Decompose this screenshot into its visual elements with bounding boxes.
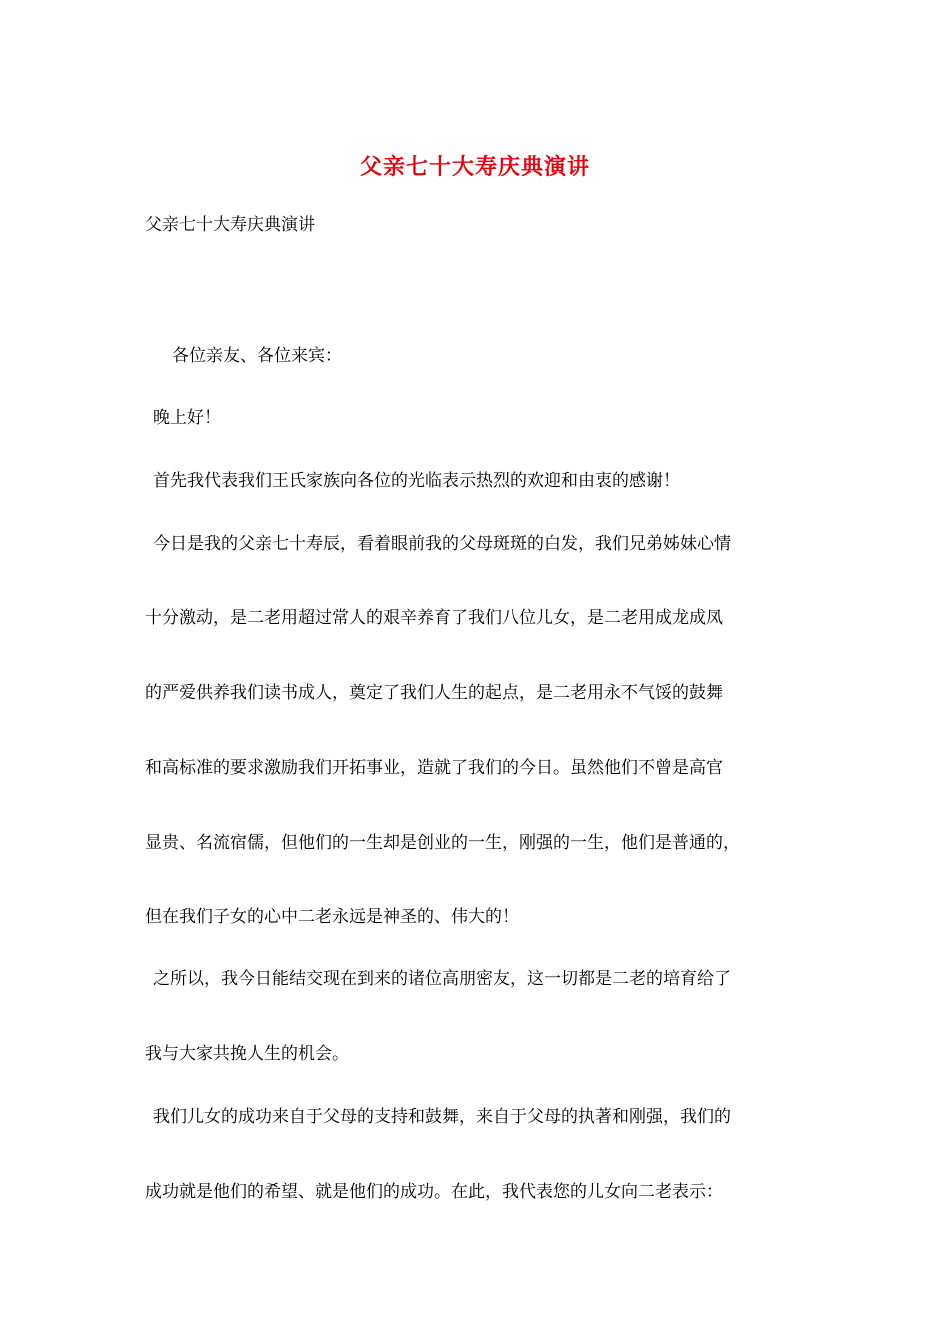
paragraph-line: 和高标准的要求激励我们开拓事业，造就了我们的今日。虽然他们不曾是高官 bbox=[145, 758, 723, 778]
paragraph-line: 我们儿女的成功来自于父母的支持和鼓舞，来自于父母的执著和刚强，我们的 bbox=[153, 1107, 731, 1127]
paragraph-line: 但在我们子女的心中二老永远是神圣的、伟大的！ bbox=[145, 907, 519, 927]
document-subtitle: 父亲七十大寿庆典演讲 bbox=[145, 215, 315, 235]
paragraph-line: 的严爱供养我们读书成人，奠定了我们人生的起点，是二老用永不气馁的鼓舞 bbox=[145, 683, 723, 703]
paragraph-line: 显贵、名流宿儒，但他们的一生却是创业的一生，刚强的一生，他们是普通的， bbox=[145, 833, 740, 853]
paragraph-line: 成功就是他们的希望、就是他们的成功。在此，我代表您的儿女向二老表示： bbox=[145, 1182, 723, 1202]
paragraph-line: 之所以，我今日能结交现在到来的诸位高朋密友，这一切都是二老的培育给了 bbox=[153, 969, 731, 989]
paragraph-line: 我与大家共挽人生的机会。 bbox=[145, 1044, 349, 1064]
paragraph-line: 各位亲友、各位来宾： bbox=[155, 346, 342, 366]
paragraph-line: 今日是我的父亲七十寿辰，看着眼前我的父母斑斑的白发，我们兄弟姊妹心情 bbox=[153, 534, 731, 554]
document-title: 父亲七十大寿庆典演讲 bbox=[359, 154, 590, 180]
paragraph-line: 首先我代表我们王氏家族向各位的光临表示热烈的欢迎和由衷的感谢！ bbox=[153, 471, 680, 491]
paragraph-line: 十分激动，是二老用超过常人的艰辛养育了我们八位儿女，是二老用成龙成凤 bbox=[145, 608, 723, 628]
paragraph-line: 晚上好！ bbox=[153, 408, 221, 428]
